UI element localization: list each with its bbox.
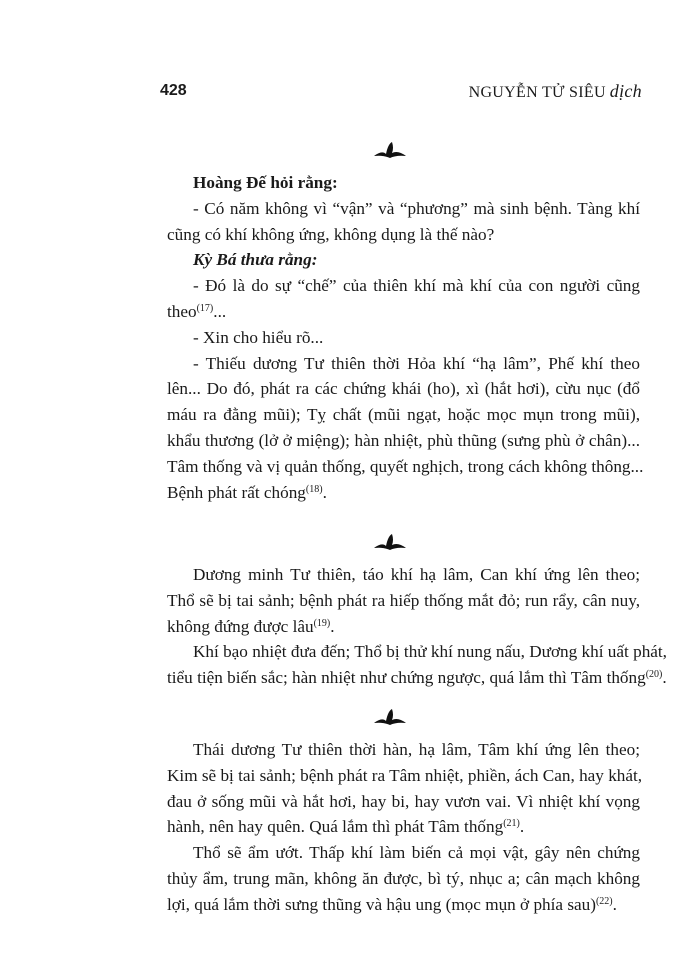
text-line xyxy=(167,428,640,454)
line-text-tail: . xyxy=(519,817,525,837)
line-text: máu ra đằng mũi); Tỵ chất (mũi ngạt, hoặc mọc mụn trong mũi), xyxy=(167,405,640,425)
text-line xyxy=(167,325,640,351)
line-text: khẩu thương (lở ở miệng); hàn nhiệt, phù thũng (sưng phù ở chân)... xyxy=(167,430,640,450)
line-text: thủy ẩm, trung mãn, không ăn được, bì tý, nhục a; cân mạch không xyxy=(167,868,640,888)
line-text: Thái dương Tư thiên thời hàn, hạ lâm, Tâm khí ứng lên theo; xyxy=(193,740,640,759)
text-line xyxy=(167,351,640,377)
text-line xyxy=(167,562,640,588)
line-text: lên... Do đó, phát ra các chứng khái (ho), xì (hắt hơi), cừu nục (đổ xyxy=(167,379,640,399)
text-line xyxy=(167,814,640,840)
text-section-1 xyxy=(167,170,644,505)
line-text: - Thiếu dương Tư thiên thời Hỏa khí “hạ lâm”, Phế khí theo xyxy=(193,353,640,373)
ornament-icon xyxy=(372,707,408,727)
text-line xyxy=(167,196,640,222)
line-text: - Có năm không vì “vận” và “phương” mà sinh bệnh. Tàng khí xyxy=(193,198,640,218)
line-text: Tâm thống và vị quản thống, quyết nghịch, trong cách không thông... xyxy=(167,456,644,476)
text-line xyxy=(167,665,667,691)
line-text: - Đó là do sự “chế” của thiên khí mà khí của con người cũng xyxy=(193,276,640,296)
text-section-3 xyxy=(167,737,643,918)
footnote-ref: (21) xyxy=(503,818,520,830)
line-text: - Xin cho hiểu rõ... xyxy=(193,327,324,347)
ornament-icon xyxy=(372,140,408,160)
text-section-2 xyxy=(167,562,667,691)
line-text: Thổ sẽ bị tai sảnh; bệnh phát ra hiếp thống mắt đỏ; run rẩy, cân nuy, xyxy=(167,590,640,610)
footnote-ref: (22) xyxy=(595,895,613,907)
text-line xyxy=(167,789,640,815)
line-text: hành, nên hay quên. Quá lắm thì phát Tâm thống xyxy=(167,817,504,837)
line-text: tiểu tiện biến sắc; hàn nhiệt như chứng ngược, quá lắm thì Tâm thống xyxy=(167,668,646,688)
line-text-tail: . xyxy=(662,668,667,688)
running-head-author: NGUYỄN TỬ SIÊU xyxy=(468,84,606,101)
line-text-tail: . xyxy=(322,482,327,502)
line-text: không đứng được lâu xyxy=(167,616,314,636)
line-text: Dương minh Tư thiên, táo khí hạ lâm, Can khí ứng lên theo; xyxy=(193,565,640,584)
footnote-ref: (19) xyxy=(313,617,331,629)
text-line xyxy=(167,454,644,480)
text-line xyxy=(167,737,640,763)
text-line xyxy=(167,588,640,614)
running-head-suffix: dịch xyxy=(609,81,642,101)
text-line xyxy=(167,614,640,640)
line-text: theo xyxy=(167,301,197,321)
text-line xyxy=(167,763,643,789)
line-text: Kim sẽ bị tai sảnh; bệnh phát ra Tâm nhiệt, phiền, ách Can, hay khát, xyxy=(167,765,643,785)
ornament-icon xyxy=(372,532,408,552)
line-text: cũng có khí không ứng, không dụng là thế nào? xyxy=(167,224,495,244)
text-line xyxy=(167,299,640,325)
text-line xyxy=(167,639,667,665)
footnote-ref: (18) xyxy=(305,483,323,495)
text-line xyxy=(167,866,640,892)
text-line xyxy=(167,892,640,918)
line-text: lợi, quá lắm thời sưng thũng và hậu ung (mọc mụn ở phía sau) xyxy=(167,894,596,914)
page-number: 428 xyxy=(160,82,187,99)
text-line xyxy=(167,273,640,299)
footnote-ref: (17) xyxy=(196,302,214,314)
text-line xyxy=(167,402,640,428)
text-line xyxy=(167,480,640,506)
text-line xyxy=(167,170,640,196)
line-text-tail: . xyxy=(330,616,335,636)
line-text: Bệnh phát rất chóng xyxy=(167,482,306,502)
text-line xyxy=(167,222,640,248)
line-text: Kỳ Bá thưa rằng: xyxy=(193,250,318,270)
text-line xyxy=(167,247,640,273)
text-line xyxy=(167,376,640,402)
line-text-tail: . xyxy=(612,894,617,914)
footnote-ref: (20) xyxy=(645,669,663,681)
line-text: Khí bạo nhiệt đưa đến; Thổ bị thử khí nung nấu, Dương khí uất phát, xyxy=(193,642,667,662)
line-text: Thổ sẽ ẩm ướt. Thấp khí làm biến cả mọi vật, gây nên chứng xyxy=(193,843,640,863)
line-text: Hoàng Đế hỏi rằng: xyxy=(193,173,338,192)
running-head xyxy=(469,81,642,102)
line-text: đau ở sống mũi và hắt hơi, hay bi, hay vươn vai. Vì nhiệt khí vọng xyxy=(167,791,640,811)
text-line xyxy=(167,840,640,866)
line-text-tail: ... xyxy=(213,301,227,321)
